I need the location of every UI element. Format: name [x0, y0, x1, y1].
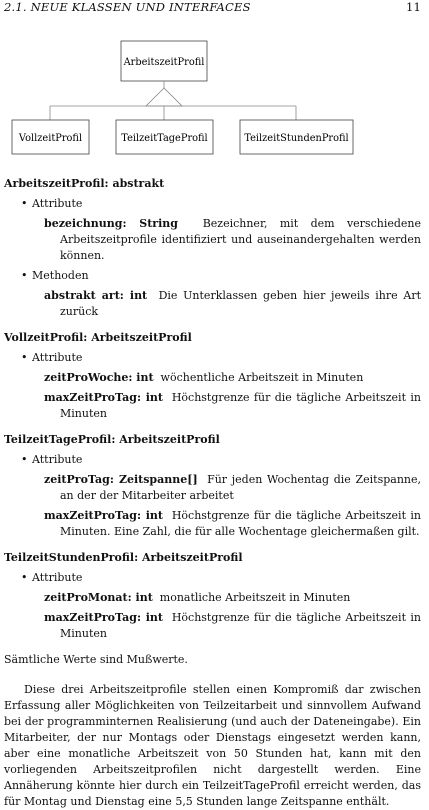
attribute-description: Höchstgrenze für die tägliche Arbeitszeit in Minuten. Eine Zahl, die für alle Wochentage gleichermaßen gilt. [60, 509, 421, 538]
class-hierarchy-diagram [0, 0, 429, 170]
uml-class-vollzeitprofil [12, 120, 89, 154]
bullet-attribute: • Attribute [4, 196, 421, 212]
attribute-item [16, 216, 421, 264]
attribute-name: zeitProTag: Zeitspanne[] [44, 473, 198, 486]
uml-parent-label: ArbeitszeitProfil [123, 57, 205, 68]
page-body [4, 176, 421, 810]
attribute-description: Für jeden Wochentag die Zeitspanne, an der der Mitarbeiter arbeitet [60, 473, 422, 502]
method-name: abstrakt art: int [44, 289, 148, 302]
uml-class-teilzeittageprofil [116, 120, 213, 154]
attribute-item [16, 508, 421, 540]
bullet-attribute: • Attribute [4, 570, 421, 586]
inheritance-triangle [146, 88, 182, 106]
attribute-description: Bezeichner, mit dem verschiedene Arbeitszeitprofile identifiziert und auseinandergehalten werden können. [60, 217, 421, 262]
section-title: 2.1. NEUE KLASSEN UND INTERFACES [4, 0, 251, 14]
uml-class-arbeitszeitprofil [121, 41, 207, 81]
attribute-description: Höchstgrenze für die tägliche Arbeitszeit in Minuten [60, 391, 421, 420]
class-description-vollzeitprofil [4, 330, 421, 422]
class-title: TeilzeitTageProfil: ArbeitszeitProfil [4, 433, 220, 446]
attribute-name: bezeichnung: String [44, 217, 178, 230]
attribute-item [16, 610, 421, 642]
bullet-method: • Methoden [4, 268, 421, 284]
class-description-teilzeittageprofil [4, 432, 421, 540]
attribute-name: zeitProMonat: int [44, 591, 153, 604]
attribute-description: Höchstgrenze für die tägliche Arbeitszeit in Minuten [60, 611, 421, 640]
attribute-name: maxZeitProTag: int [44, 391, 164, 404]
method-item [16, 288, 421, 320]
attribute-item [16, 590, 421, 606]
body-paragraph: Diese drei Arbeitszeitprofile stellen einen Kompromiß dar zwischen Erfassung aller Möglichkeiten von Teilzeitarbeit und sinnvollem Aufwand bei der programminternen Realisierung (und auch der Dateneingabe). Ein Mitarbeiter, der nur Montags oder Dienstags eingesetzt werden kann, aber eine monatliche Arbeitszeit von 50 Stunden hat, kann mit den vorliegenden Arbeitszeitprofilen nicht dargestellt werden. Eine Annäherung könnte hier durch ein TeilzeitTageProfil erreicht werden, das für Montag und Dienstag eine 5,5 Stunden lange Zeitspanne enthält. [4, 683, 421, 808]
uml-child-label: TeilzeitStundenProfil [244, 133, 349, 144]
attribute-item [16, 390, 421, 422]
uml-child-label: TeilzeitTageProfil [121, 133, 208, 144]
class-description-teilzeitstundenprofil [4, 550, 421, 642]
attribute-description: monatliche Arbeitszeit in Minuten [159, 591, 351, 604]
class-description-arbeitszeitprofil [4, 176, 421, 320]
method-description: Die Unterklassen geben hier jeweils ihre Art zurück [60, 289, 421, 318]
class-title: TeilzeitStundenProfil: ArbeitszeitProfil [4, 551, 243, 564]
class-title: VollzeitProfil: ArbeitszeitProfil [4, 331, 192, 344]
attribute-item [16, 370, 421, 386]
attribute-name: maxZeitProTag: int [44, 611, 164, 624]
class-title: ArbeitszeitProfil: abstrakt [4, 177, 165, 190]
bullet-attribute: • Attribute [4, 350, 421, 366]
note-text: Sämtliche Werte sind Mußwerte. [4, 653, 188, 666]
attribute-name: maxZeitProTag: int [44, 509, 164, 522]
uml-class-teilzeitstundenprofil [240, 120, 353, 154]
attribute-name: zeitProWoche: int [44, 371, 154, 384]
page-number: 11 [405, 0, 421, 14]
bullet-attribute: • Attribute [4, 452, 421, 468]
uml-child-label: VollzeitProfil [18, 133, 83, 144]
attribute-description: wöchentliche Arbeitszeit in Minuten [160, 371, 364, 384]
attribute-item [16, 472, 421, 504]
